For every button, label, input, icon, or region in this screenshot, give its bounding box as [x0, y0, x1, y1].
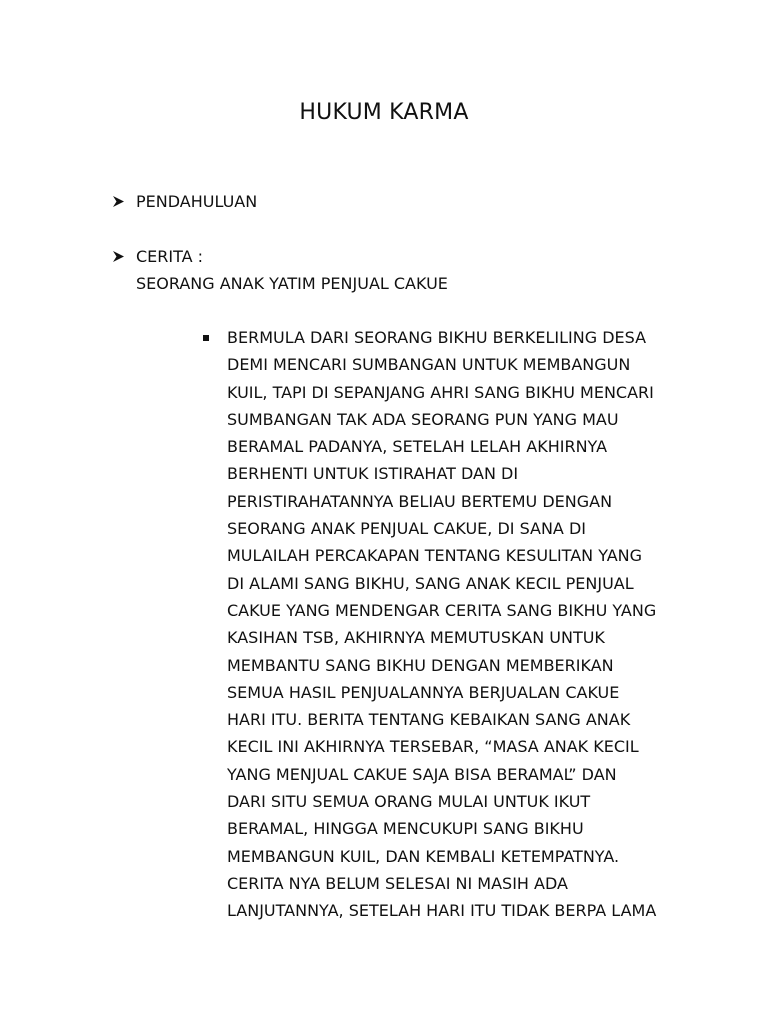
story-line: MEMBANTU SANG BIKHU DENGAN MEMBERIKAN — [227, 655, 614, 675]
section-label: PENDAHULUAN — [136, 192, 258, 211]
story-line: KUIL, TAPI DI SEPANJANG AHRI SANG BIKHU MENCARI — [227, 382, 654, 402]
story-line: KASIHAN TSB, AKHIRNYA MEMUTUSKAN UNTUK — [227, 628, 605, 648]
section-cerita — [112, 243, 448, 297]
section-label: CERITA : — [136, 247, 204, 266]
story-line: YANG MENJUAL CAKUE SAJA BISA BERAMAL” DAN — [227, 764, 617, 784]
story-line: DI ALAMI SANG BIKHU, SANG ANAK KECIL PENJUAL — [227, 573, 634, 593]
story-line: BERAMAL, HINGGA MENCUKUPI SANG BIKHU — [227, 819, 584, 839]
story-line: MULAILAH PERCAKAPAN TENTANG KESULITAN YANG — [227, 546, 643, 566]
story-line: DARI SITU SEMUA ORANG MULAI UNTUK IKUT — [227, 792, 591, 812]
story-line: DEMI MENCARI SUMBANGAN UNTUK MEMBANGUN — [227, 355, 631, 375]
document-title: HUKUM KARMA — [299, 100, 469, 125]
arrow-bullet-icon — [112, 188, 136, 208]
story-line: BERMULA DARI SEORANG BIKHU BERKELILING DESA — [227, 328, 647, 347]
story-line: SEORANG ANAK PENJUAL CAKUE, DI SANA DI — [227, 519, 586, 539]
story-line: HARI ITU. BERITA TENTANG KEBAIKAN SANG ANAK — [227, 710, 631, 730]
story-line: BERAMAL PADANYA, SETELAH LELAH AKHIRNYA — [227, 437, 608, 457]
story-line: KECIL INI AKHIRNYA TERSEBAR, “MASA ANAK KECIL — [227, 737, 639, 757]
story-line: LANJUTANNYA, SETELAH HARI ITU TIDAK BERPA LAMA — [227, 901, 657, 921]
square-bullet-icon — [203, 324, 227, 341]
story-bullet-item — [203, 324, 673, 925]
story-line: SEMUA HASIL PENJUALANNYA BERJUALAN CAKUE — [227, 682, 620, 702]
section-pendahuluan — [112, 188, 257, 215]
story-paragraph — [227, 324, 673, 925]
story-line: PERISTIRAHATANNYA BELIAU BERTEMU DENGAN — [227, 491, 613, 511]
story-line: MEMBANGUN KUIL, DAN KEMBALI KETEMPATNYA. — [227, 846, 620, 866]
story-line: BERHENTI UNTUK ISTIRAHAT DAN DI — [227, 464, 519, 484]
story-line: SUMBANGAN TAK ADA SEORANG PUN YANG MAU — [227, 409, 619, 429]
story-line: CERITA NYA BELUM SELESAI NI MASIH ADA — [227, 873, 568, 893]
section-subtitle: SEORANG ANAK YATIM PENJUAL CAKUE — [136, 274, 448, 293]
arrow-bullet-icon — [112, 243, 136, 263]
story-line: CAKUE YANG MENDENGAR CERITA SANG BIKHU YANG — [227, 600, 657, 620]
